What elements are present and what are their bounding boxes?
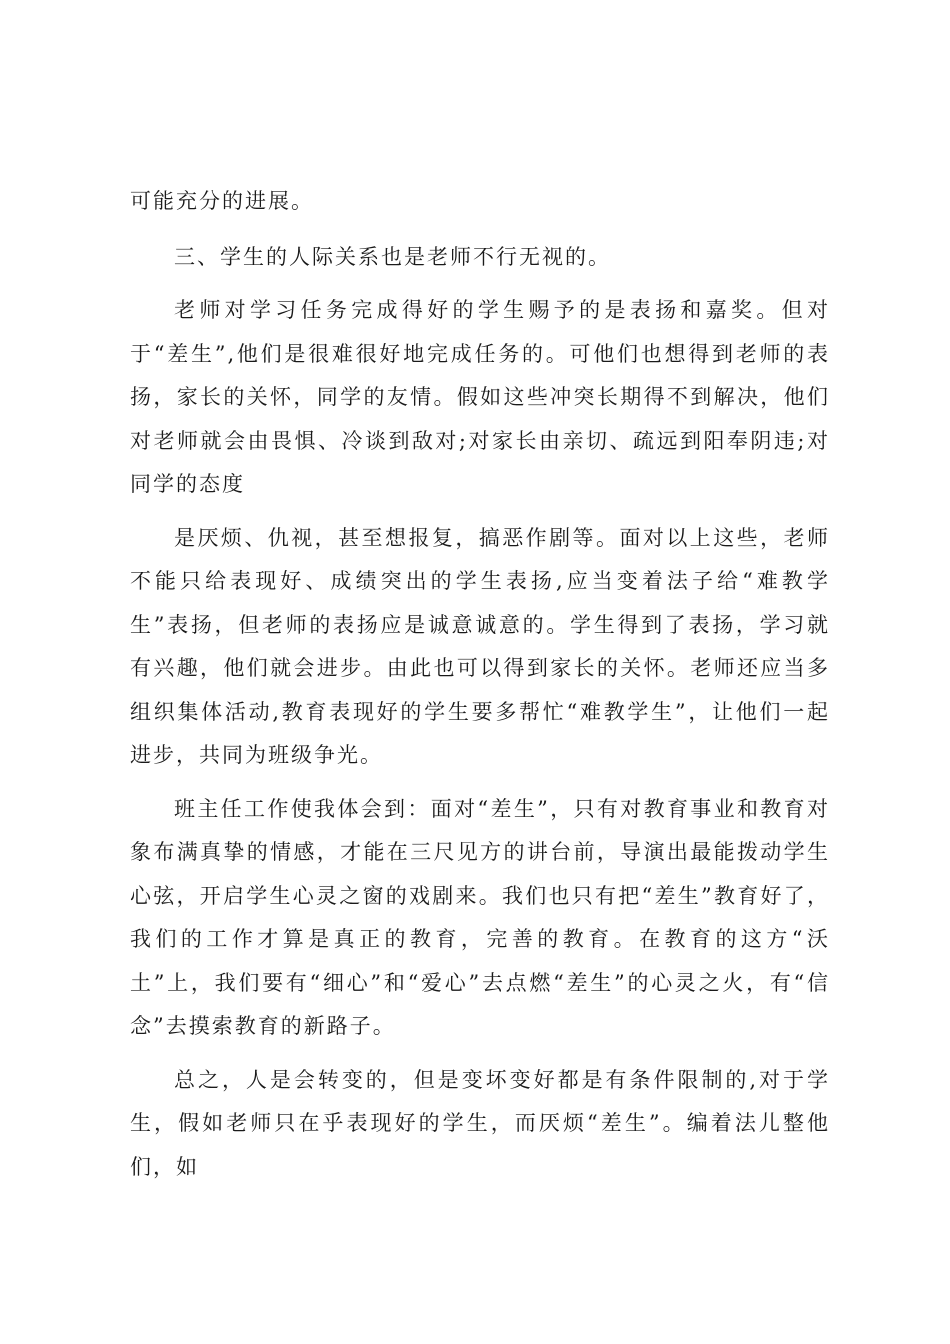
paragraph-continuation: 可能充分的进展。 (130, 189, 314, 213)
document-body (130, 180, 830, 1199)
paragraph: 总之，人是会转变的，但是变坏变好都是有条件限制的,对于学生，假如老师只在乎表现好的学生，而厌烦“差生”。编着法儿整他们，如 (130, 1067, 830, 1179)
paragraph: 老师对学习任务完成得好的学生赐予的是表扬和嘉奖。但对于“差生”,他们是很难很好地完成任务的。可他们也想得到老师的表扬，家长的关怀，同学的友情。假如这些冲突长期得不到解决，他们对老师就会由畏惧、冷谈到敌对;对家长由亲切、疏远到阳奉阴违;对同学的态度 (130, 298, 830, 496)
paragraph: 是厌烦、仇视，甚至想报复，搞恶作剧等。面对以上这些，老师不能只给表现好、成绩突出的学生表扬,应当变着法子给“难教学生”表扬，但老师的表扬应是诚意诚意的。学生得到了表扬，学习就有兴趣，他们就会进步。由此也可以得到家长的关怀。老师还应当多组织集体活动,教育表现好的学生要多帮忙“难教学生”，让他们一起进步，共同为班级争光。 (130, 525, 830, 767)
paragraph: 班主任工作使我体会到：面对“差生”，只有对教育事业和教育对象布满真挚的情感，才能在三尺见方的讲台前，导演出最能拨动学生心弦，开启学生心灵之窗的戏剧来。我们也只有把“差生”教育好了，我们的工作才算是真正的教育，完善的教育。在教育的这方“沃土”上，我们要有“细心”和“爱心”去点燃“差生”的心灵之火，有“信念”去摸索教育的新路子。 (130, 796, 830, 1038)
section-heading: 三、学生的人际关系也是老师不行无视的。 (174, 244, 611, 269)
